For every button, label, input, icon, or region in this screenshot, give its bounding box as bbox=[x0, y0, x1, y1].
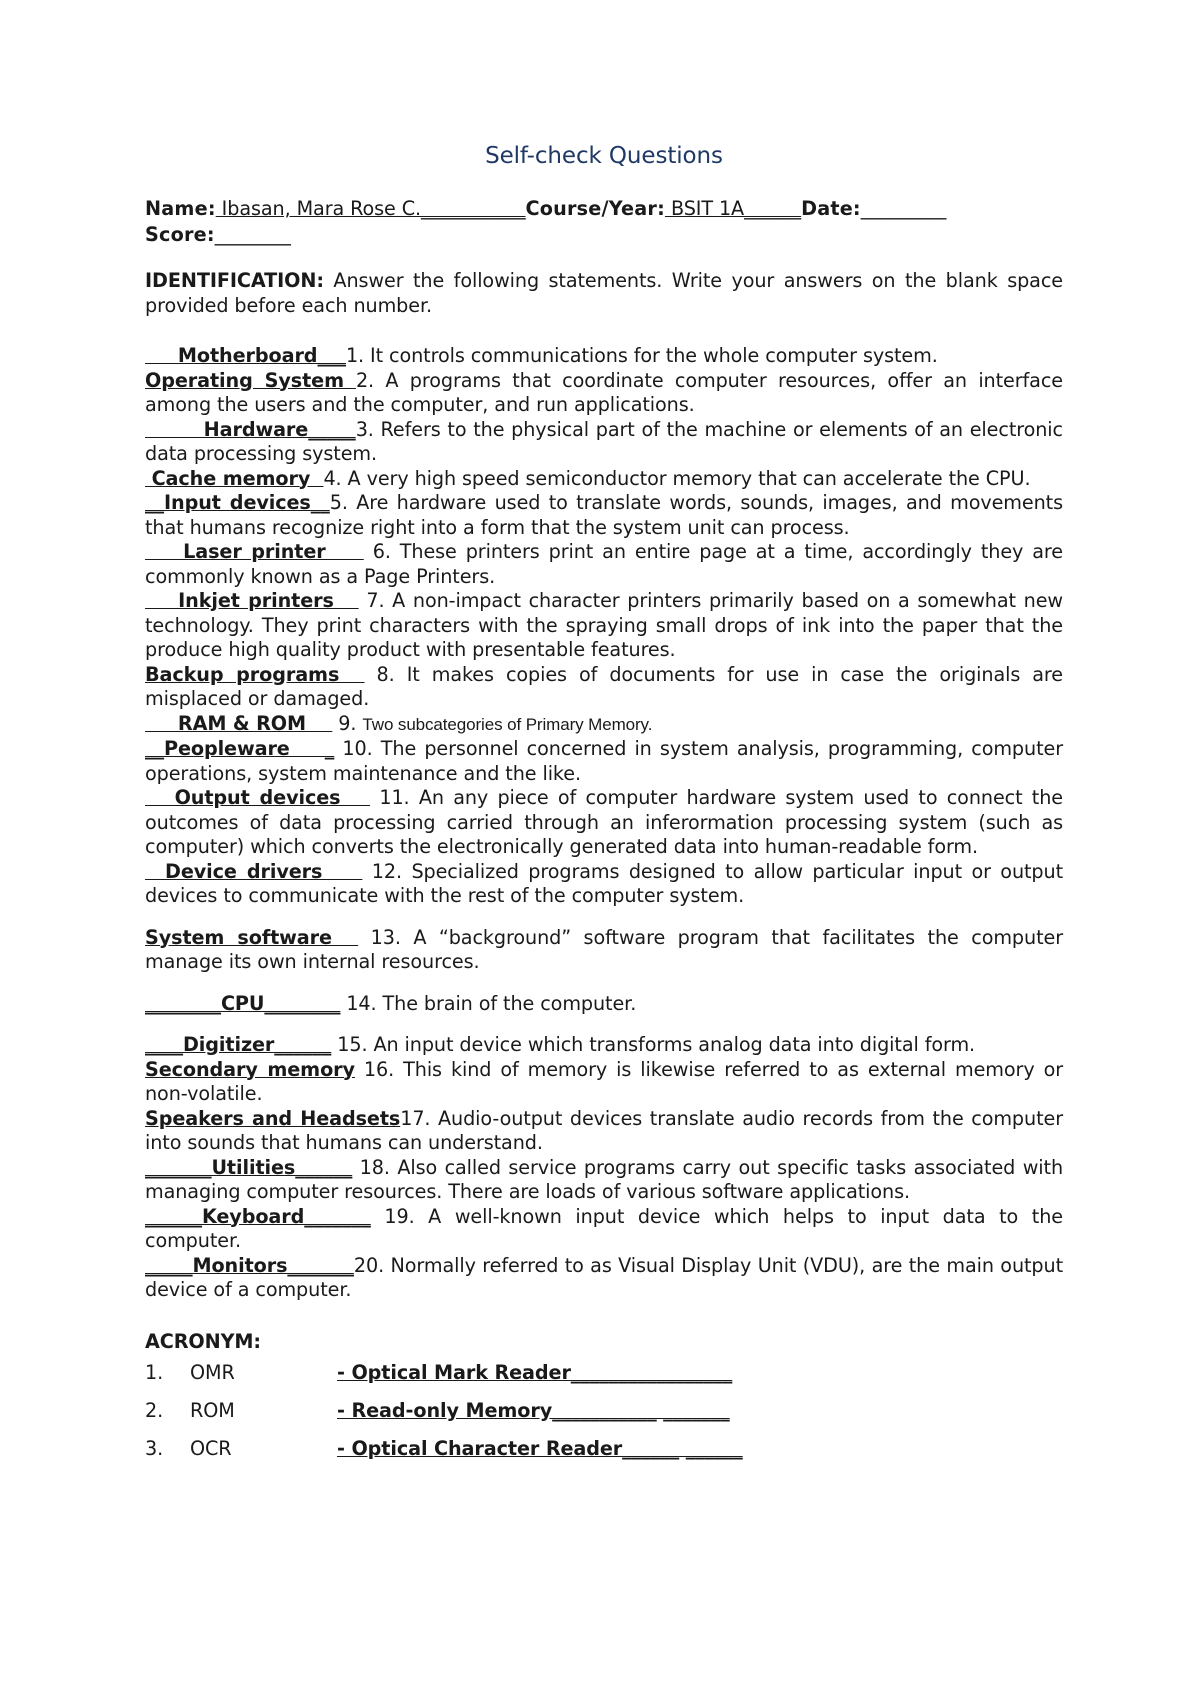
item-spacer bbox=[145, 909, 1063, 926]
identification-label: IDENTIFICATION: bbox=[145, 269, 324, 292]
question-text: 20. Normally referred to as Visual Display Unit (VDU), are the main output device of a computer. bbox=[145, 1253, 1063, 1301]
identification-items bbox=[145, 344, 1063, 1303]
question-item bbox=[145, 1107, 1063, 1156]
answer-blank: Cache memory bbox=[145, 466, 324, 490]
course-label: Course/Year: bbox=[525, 197, 665, 220]
acronym-abbreviation: OMR bbox=[190, 1360, 235, 1384]
answer-blank: ______Keyboard_______ bbox=[145, 1204, 371, 1228]
item-spacer bbox=[145, 975, 1063, 992]
acronym-abbreviation: ROM bbox=[190, 1398, 235, 1422]
score-value: ________ bbox=[214, 223, 291, 246]
acronym-expansion: - Optical Character Reader______ ______ bbox=[337, 1436, 743, 1460]
student-info bbox=[145, 196, 1063, 248]
answer-blank: _______Utilities______ bbox=[145, 1155, 353, 1179]
question-text: 1. It controls communications for the whole computer system. bbox=[345, 344, 938, 367]
acronym-list bbox=[145, 1354, 1063, 1468]
question-item bbox=[145, 369, 1063, 418]
question-item bbox=[145, 467, 1063, 492]
answer-blank: Device drivers bbox=[145, 859, 363, 883]
identification-instructions bbox=[145, 269, 1063, 318]
acronym-expansion: - Optical Mark Reader_________________ bbox=[337, 1360, 733, 1384]
question-text: 17. Audio-output devices translate audio records from the computer into sounds that humans can understand. bbox=[145, 1106, 1063, 1154]
question-text: 12. Specialized programs designed to allow particular input or output devices to communicate with the rest of the computer system. bbox=[145, 859, 1063, 907]
acronym-number: 3. bbox=[145, 1436, 164, 1460]
answer-blank: Hardware_____ bbox=[145, 417, 356, 441]
answer-blank: ____Digitizer______ bbox=[145, 1033, 332, 1056]
answer-blank: Motherboard___ bbox=[145, 344, 346, 367]
question-text: 18. Also called service programs carry out specific tasks associated with managing computer resources. There are loads of various software applications. bbox=[145, 1155, 1063, 1203]
question-text: 5. Are hardware used to translate words, sounds, images, and movements that humans recognize right into a form that the system unit can process. bbox=[145, 491, 1063, 539]
acronym-expansion: - Read-only Memory___________ _______ bbox=[337, 1398, 730, 1422]
question-text: 6. These printers print an entire page at a time, accordingly they are commonly known as a Page Printers. bbox=[145, 540, 1063, 588]
question-text: 3. Refers to the physical part of the machine or elements of an electronic data processing system. bbox=[145, 417, 1063, 465]
question-text: 11. An any piece of computer hardware system used to connect the outcomes of data processing carried through an inferormation processing system (such as computer) which converts the electronically generated data into human-readable form. bbox=[145, 786, 1063, 858]
answer-blank: System software bbox=[145, 925, 359, 949]
question-text: 16. This kind of memory is likewise referred to as external memory or non-volatile. bbox=[145, 1057, 1063, 1105]
score-label: Score: bbox=[145, 223, 215, 246]
question-item bbox=[145, 1156, 1063, 1205]
name-label: Name: bbox=[145, 197, 216, 220]
question-text: 2. A programs that coordinate computer resources, offer an interface among the users and the computer, and run applications. bbox=[145, 368, 1063, 416]
answer-blank: Laser printer bbox=[145, 540, 364, 563]
answer-blank: _____Monitors_______ bbox=[145, 1253, 354, 1277]
answer-blank: Operating System bbox=[145, 368, 356, 392]
date-value: _________ bbox=[860, 197, 947, 220]
question-text: 4. A very high speed semiconductor memory that can accelerate the CPU. bbox=[323, 466, 1031, 490]
question-text-small: Two subcategories of Primary Memory. bbox=[362, 714, 653, 734]
question-item bbox=[145, 926, 1063, 975]
answer-blank: Output devices bbox=[145, 786, 371, 809]
answer-blank: Speakers and Headsets bbox=[145, 1106, 401, 1130]
question-item bbox=[145, 992, 1063, 1017]
question-item bbox=[145, 1205, 1063, 1254]
document-body bbox=[145, 142, 1063, 1468]
identification-text: Answer the following statements. Write your answers on the blank space provided before each number. bbox=[145, 269, 1063, 317]
question-item bbox=[145, 786, 1063, 860]
question-item bbox=[145, 540, 1063, 589]
question-item bbox=[145, 737, 1063, 786]
page-title: Self-check Questions bbox=[485, 143, 723, 169]
question-text: 15. An input device which transforms analog data into digital form. bbox=[331, 1033, 976, 1056]
question-text: 8. It makes copies of documents for use in case the originals are misplaced or damaged. bbox=[145, 662, 1063, 710]
question-item bbox=[145, 1033, 1063, 1058]
question-text: 7. A non-impact character printers primarily based on a somewhat new technology. They print characters with the spraying small drops of ink into the paper that the produce high quality product with presentable features. bbox=[145, 589, 1063, 661]
acronym-number: 2. bbox=[145, 1398, 164, 1422]
answer-blank: ________CPU________ bbox=[145, 991, 341, 1015]
item-spacer bbox=[145, 1016, 1063, 1033]
date-label: Date: bbox=[801, 197, 861, 220]
question-text: 9. bbox=[332, 711, 363, 735]
name-value: Ibasan, Mara Rose C.___________ bbox=[215, 197, 526, 220]
acronym-row bbox=[145, 1392, 1063, 1430]
acronym-heading: ACRONYM: bbox=[145, 1329, 261, 1353]
course-value: BSIT 1A______ bbox=[664, 197, 802, 220]
answer-blank: Secondary memory bbox=[145, 1057, 355, 1081]
question-item bbox=[145, 344, 1063, 369]
question-item bbox=[145, 418, 1063, 467]
question-text: 10. The personnel concerned in system analysis, programming, computer operations, system maintenance and the like. bbox=[145, 737, 1063, 785]
question-item bbox=[145, 589, 1063, 663]
question-item bbox=[145, 1058, 1063, 1107]
question-item bbox=[145, 663, 1063, 712]
question-item bbox=[145, 860, 1063, 909]
question-item bbox=[145, 491, 1063, 540]
question-text: 13. A “background” software program that facilitates the computer manage its own internal resources. bbox=[145, 925, 1063, 973]
question-item bbox=[145, 1254, 1063, 1303]
acronym-abbreviation: OCR bbox=[190, 1436, 232, 1460]
question-item bbox=[145, 712, 1063, 738]
question-text: 19. A well-known input device which helps to input data to the computer. bbox=[145, 1204, 1063, 1252]
acronym-row bbox=[145, 1430, 1063, 1468]
question-text: 14. The brain of the computer. bbox=[340, 991, 637, 1015]
answer-blank: __Input devices__ bbox=[145, 491, 330, 514]
answer-blank: Backup programs bbox=[145, 662, 365, 686]
acronym-number: 1. bbox=[145, 1360, 164, 1384]
answer-blank: __Peopleware _ bbox=[145, 737, 335, 760]
answer-blank: RAM & ROM bbox=[145, 711, 333, 735]
acronym-row bbox=[145, 1354, 1063, 1392]
answer-blank: Inkjet printers bbox=[145, 589, 359, 612]
